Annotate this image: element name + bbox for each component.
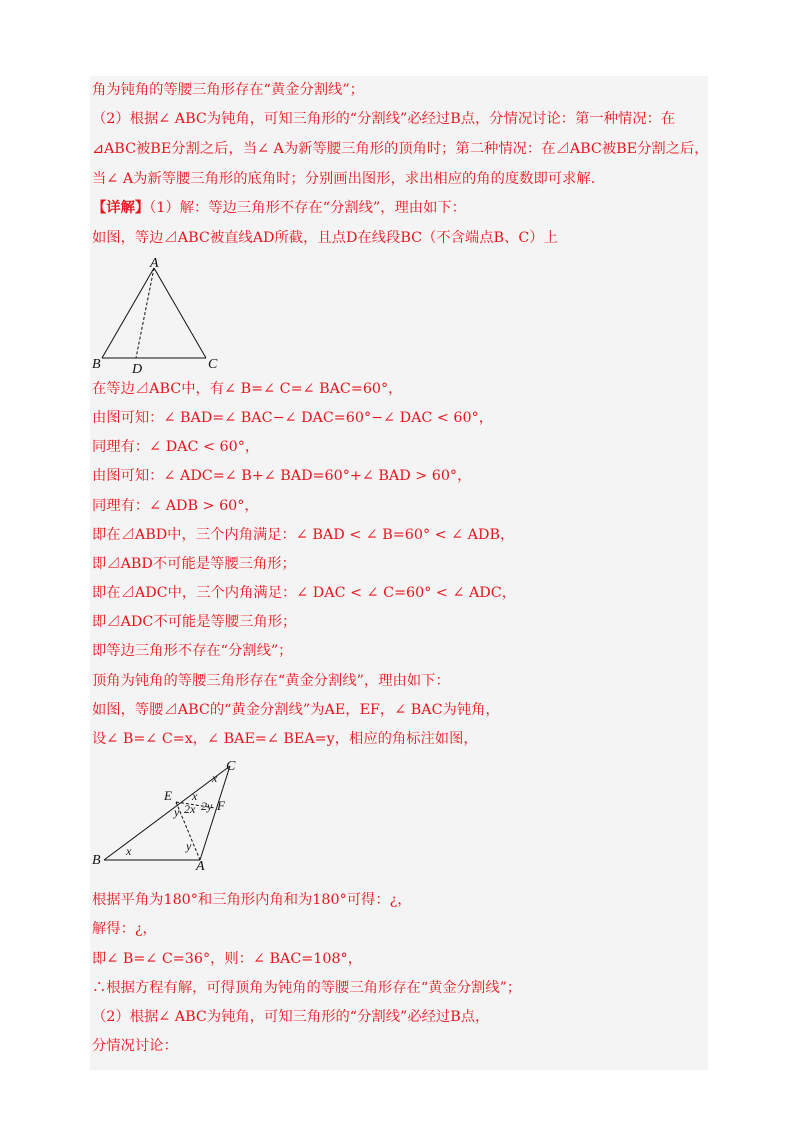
text-line: 在等边⊿ABC中，有∠ B=∠ C=∠ BAC=60°， bbox=[92, 380, 403, 397]
triangle-golden-line-diagram bbox=[92, 758, 292, 886]
text-line: 即在⊿ABD中，三个内角满足：∠ BAD < ∠ B=60° < ∠ ADB， bbox=[92, 526, 515, 543]
text-line: 即⊿ABD不可能是等腰三角形； bbox=[92, 555, 296, 572]
label-d: D bbox=[132, 361, 143, 375]
label-f: F bbox=[217, 798, 225, 814]
label-c: C bbox=[226, 759, 236, 775]
angle-x-at-c: x bbox=[212, 771, 218, 786]
angle-y-at-a: y bbox=[186, 839, 192, 854]
detail-tag: 【详解】 bbox=[92, 200, 150, 217]
label-c: C bbox=[208, 356, 218, 372]
triangle-abc-diagram bbox=[92, 255, 312, 375]
label-e: E bbox=[164, 788, 172, 804]
text-line: 根据平角为180°和三角形内角和为180°可得：¿， bbox=[92, 892, 412, 909]
text-line: 如图，等边⊿ABC被直线AD所截，且点D在线段BC（不含端点B、C）上 bbox=[92, 229, 558, 246]
detail-text: （1）解：等边三角形不存在“分割线”，理由如下： bbox=[149, 200, 466, 217]
label-a: A bbox=[150, 255, 159, 271]
text-line: （2）根据∠ ABC为钝角，可知三角形的“分割线”必经过B点，分情况讨论：第一种情况：在 bbox=[92, 111, 676, 128]
label-a: A bbox=[196, 859, 205, 875]
text-line: 由图可知：∠ ADC=∠ B+∠ BAD=60°+∠ BAD > 60°， bbox=[92, 468, 472, 485]
text-line: 当∠ A为新等腰三角形的底角时；分别画出图形，求出相应的角的度数即可求解. bbox=[92, 171, 596, 188]
text-line: 如图，等腰⊿ABC的“黄金分割线”为AE，EF，∠ BAC为钝角， bbox=[92, 701, 500, 718]
text-line: 角为钝角的等腰三角形存在“黄金分割线”； bbox=[92, 82, 364, 98]
text-line: 即⊿ADC不可能是等腰三角形； bbox=[92, 614, 297, 631]
text-line: 即在⊿ADC中，三个内角满足：∠ DAC < ∠ C=60° < ∠ ADC， bbox=[92, 585, 517, 602]
text-line: ∴根据方程有解，可得顶角为钝角的等腰三角形存在“黄金分割线”； bbox=[92, 979, 522, 996]
text-line: 即∠ B=∠ C=36°，则：∠ BAC=108°， bbox=[92, 950, 362, 967]
angle-2y: 2y bbox=[201, 799, 213, 814]
detail-line bbox=[92, 194, 704, 223]
angle-2x: 2x bbox=[184, 802, 196, 817]
label-b: B bbox=[92, 356, 101, 372]
text-line: 分情况讨论： bbox=[92, 1038, 178, 1055]
text-line: 解得：¿， bbox=[92, 921, 157, 938]
figure-isosceles-triangle bbox=[92, 758, 704, 886]
solution-content bbox=[92, 76, 709, 1061]
text-line: 即等边三角形不存在“分割线”； bbox=[92, 643, 293, 660]
text-line: （2）根据∠ ABC为钝角，可知三角形的“分割线”必经过B点， bbox=[92, 1008, 490, 1025]
text-line: 顶角为钝角的等腰三角形存在“黄金分割线”，理由如下： bbox=[92, 672, 450, 689]
angle-y-at-e: y bbox=[174, 805, 180, 820]
angle-x-at-e: x bbox=[192, 789, 198, 804]
text-line: 由图可知：∠ BAD=∠ BAC−∠ DAC=60°−∠ DAC < 60°， bbox=[92, 409, 494, 426]
label-b: B bbox=[92, 853, 101, 869]
figure-equilateral-triangle bbox=[92, 255, 704, 375]
text-line: 设∠ B=∠ C=x，∠ BAE=∠ BEA=y，相应的角标注如图， bbox=[92, 731, 478, 747]
angle-x-at-b: x bbox=[126, 844, 132, 859]
text-line: 同理有：∠ ADB > 60°， bbox=[92, 497, 259, 514]
text-line: ⊿ABC被BE分割之后，当∠ A为新等腰三角形的顶角时；第二种情况：在⊿ABC被BE分割之后， bbox=[92, 141, 709, 158]
text-line: 同理有：∠ DAC < 60°， bbox=[92, 439, 260, 456]
